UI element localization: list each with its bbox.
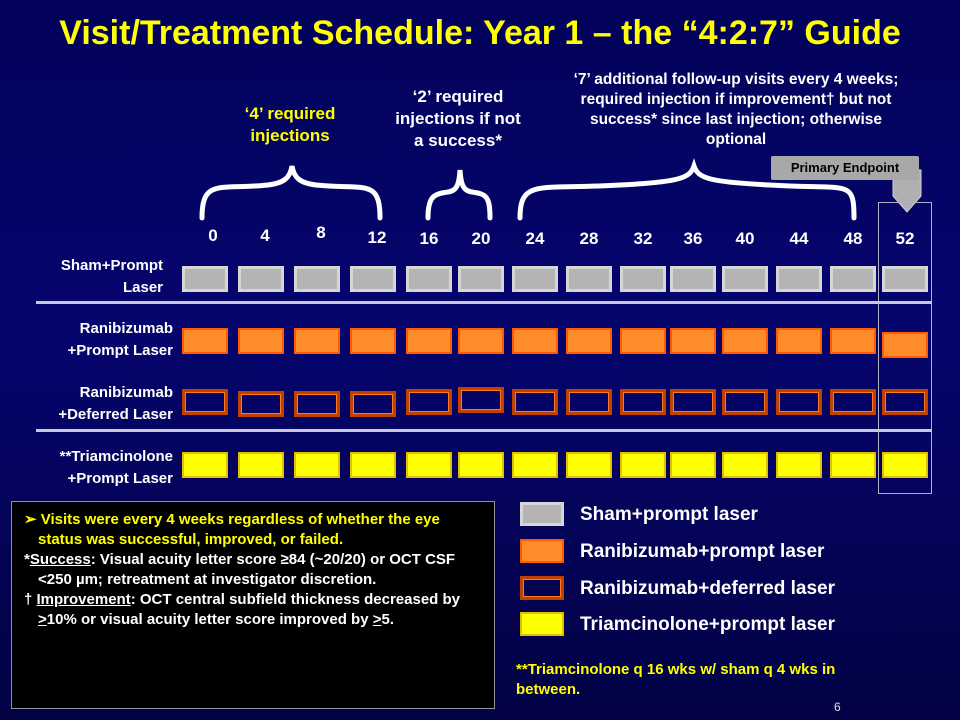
visit-cell-rpl-week-48 bbox=[830, 328, 876, 354]
visit-cell-rdl-week-48 bbox=[830, 389, 876, 415]
week-label-4: 4 bbox=[260, 226, 270, 245]
visit-cell-tpl-week-44 bbox=[776, 452, 822, 478]
group-label-line: injections if not bbox=[395, 109, 521, 128]
group-label-line: ‘7’ additional follow-up visits every 4 weeks; bbox=[573, 71, 899, 88]
group-label-line: ‘4’ required bbox=[244, 104, 336, 123]
week-label-20: 20 bbox=[471, 229, 491, 248]
visit-cell-tpl-week-12 bbox=[350, 452, 396, 478]
week-label-40: 40 bbox=[735, 229, 755, 248]
arrow-bullet-icon: ➢ bbox=[24, 511, 37, 528]
group-label-line: ‘2’ required bbox=[412, 87, 504, 106]
row-label-line: +Deferred Laser bbox=[58, 406, 173, 423]
visit-cell-sham-week-16 bbox=[406, 266, 452, 292]
note-success bbox=[24, 550, 482, 590]
visit-cell-sham-week-4 bbox=[238, 266, 284, 292]
note-text: 5. bbox=[381, 611, 395, 628]
visit-cell-tpl-week-32 bbox=[620, 452, 666, 478]
visit-cell-rdl-week-40 bbox=[722, 389, 768, 415]
week-label-8: 8 bbox=[316, 223, 326, 242]
week-label-28: 28 bbox=[579, 229, 599, 248]
visit-cell-rdl-week-44 bbox=[776, 389, 822, 415]
visit-cell-rdl-week-16 bbox=[406, 389, 452, 415]
visit-cell-sham-week-12 bbox=[350, 266, 396, 292]
visit-cell-rpl-week-40 bbox=[722, 328, 768, 354]
visit-cell-sham-week-36 bbox=[670, 266, 716, 292]
separator-line bbox=[36, 301, 932, 304]
legend-swatch-rpl bbox=[520, 539, 564, 563]
visit-cell-tpl-week-8 bbox=[294, 452, 340, 478]
row-label-sham bbox=[10, 255, 163, 299]
group-label-line: injections bbox=[250, 126, 330, 145]
week-label-52: 52 bbox=[895, 229, 915, 248]
row-label-line: +Prompt Laser bbox=[67, 342, 173, 359]
visit-cell-rdl-week-24 bbox=[512, 389, 558, 415]
legend-label-tpl: Triamcinolone+prompt laser bbox=[580, 614, 835, 635]
note-text: > bbox=[38, 611, 47, 628]
visit-cell-rdl-week-8 bbox=[294, 391, 340, 417]
slide-title: Visit/Treatment Schedule: Year 1 – the “4:2:7” Guide bbox=[59, 14, 901, 52]
visit-cell-rpl-week-24 bbox=[512, 328, 558, 354]
note-term: Success bbox=[29, 551, 91, 568]
group-label-line: success* since last injection; otherwise bbox=[589, 111, 883, 128]
note-text: > bbox=[372, 611, 382, 628]
visit-cell-tpl-week-24 bbox=[512, 452, 558, 478]
legend-swatch-rdl bbox=[520, 576, 564, 600]
note-text: Visits were every 4 weeks regardless of whether the eye status was successful, improved, or failed. bbox=[38, 511, 440, 548]
visit-cell-rpl-week-4 bbox=[238, 328, 284, 354]
brace-2-injections bbox=[428, 170, 490, 218]
visit-cell-rdl-week-32 bbox=[620, 389, 666, 415]
visit-cell-tpl-week-20 bbox=[458, 452, 504, 478]
row-label-line: +Prompt Laser bbox=[67, 470, 173, 487]
visit-cell-rpl-week-52 bbox=[882, 332, 928, 358]
visit-cell-rpl-week-44 bbox=[776, 328, 822, 354]
visit-cell-rdl-week-28 bbox=[566, 389, 612, 415]
note-marker: * bbox=[24, 551, 30, 568]
visit-cell-rpl-week-28 bbox=[566, 328, 612, 354]
page-number: 6 bbox=[834, 700, 841, 714]
visit-cell-sham-week-40 bbox=[722, 266, 768, 292]
row-label-line: Sham+Prompt bbox=[60, 257, 163, 274]
visit-cell-rpl-week-36 bbox=[670, 328, 716, 354]
week-label-12: 12 bbox=[367, 228, 387, 247]
note-term: Improvement bbox=[36, 591, 131, 608]
week-label-16: 16 bbox=[419, 229, 439, 248]
visit-cell-tpl-week-36 bbox=[670, 452, 716, 478]
visit-cell-tpl-week-52 bbox=[882, 452, 928, 478]
visit-cell-rpl-week-32 bbox=[620, 328, 666, 354]
brace-4-injections bbox=[202, 166, 380, 218]
separator-line bbox=[36, 429, 932, 432]
group-label-line: optional bbox=[705, 131, 767, 148]
note-marker: † bbox=[24, 591, 37, 608]
visit-cell-tpl-week-40 bbox=[722, 452, 768, 478]
visit-cell-sham-week-20 bbox=[458, 266, 504, 292]
row-label-line: **Triamcinolone bbox=[59, 448, 173, 465]
note-visits bbox=[24, 510, 482, 550]
note-text: : OCT central subfield thickness decreased by bbox=[130, 591, 460, 608]
row-label-line: Laser bbox=[122, 279, 163, 296]
visit-cell-sham-week-48 bbox=[830, 266, 876, 292]
note-text: : Visual acuity letter score ≥84 (~20/20) or OCT CSF <250 µm; retreatment at investigator discretion. bbox=[38, 551, 456, 588]
note-improvement bbox=[24, 590, 482, 630]
week-label-0: 0 bbox=[208, 226, 218, 245]
visit-cell-tpl-week-28 bbox=[566, 452, 612, 478]
visit-cell-sham-week-32 bbox=[620, 266, 666, 292]
week-label-36: 36 bbox=[683, 229, 703, 248]
row-label-line: Ranibizumab bbox=[79, 320, 173, 337]
week-label-48: 48 bbox=[843, 229, 863, 248]
visit-cell-rdl-week-52 bbox=[882, 389, 928, 415]
week-label-44: 44 bbox=[789, 229, 809, 248]
visit-cell-sham-week-24 bbox=[512, 266, 558, 292]
visit-cell-sham-week-44 bbox=[776, 266, 822, 292]
row-label-rdl bbox=[10, 382, 173, 426]
visit-cell-sham-week-28 bbox=[566, 266, 612, 292]
legend-swatch-sham bbox=[520, 502, 564, 526]
legend-label-rpl: Ranibizumab+prompt laser bbox=[580, 541, 825, 562]
visit-cell-rdl-week-20 bbox=[458, 387, 504, 413]
row-label-rpl bbox=[10, 318, 173, 362]
visit-cell-rdl-week-36 bbox=[670, 389, 716, 415]
group-label-line: required injection if improvement† but not bbox=[580, 91, 892, 108]
week-label-24: 24 bbox=[525, 229, 545, 248]
primary-endpoint-label: Primary Endpoint bbox=[771, 156, 919, 180]
visit-cell-rdl-week-0 bbox=[182, 389, 228, 415]
visit-cell-rpl-week-20 bbox=[458, 328, 504, 354]
visit-cell-rpl-week-8 bbox=[294, 328, 340, 354]
week-label-32: 32 bbox=[633, 229, 653, 248]
visit-cell-tpl-week-4 bbox=[238, 452, 284, 478]
visit-cell-rpl-week-0 bbox=[182, 328, 228, 354]
legend-swatch-tpl bbox=[520, 612, 564, 636]
visit-cell-rdl-week-4 bbox=[238, 391, 284, 417]
visit-cell-tpl-week-48 bbox=[830, 452, 876, 478]
visit-cell-rpl-week-12 bbox=[350, 328, 396, 354]
visit-cell-sham-week-52 bbox=[882, 266, 928, 292]
visit-cell-sham-week-8 bbox=[294, 266, 340, 292]
note-text: 10% or visual acuity letter score improved by bbox=[46, 611, 373, 628]
visit-cell-rdl-week-12 bbox=[350, 391, 396, 417]
group-label-line: a success* bbox=[414, 131, 502, 150]
row-label-tpl bbox=[10, 446, 173, 490]
visit-cell-rpl-week-16 bbox=[406, 328, 452, 354]
notes-box bbox=[11, 501, 495, 709]
row-label-line: Ranibizumab bbox=[79, 384, 173, 401]
visit-cell-tpl-week-16 bbox=[406, 452, 452, 478]
visit-cell-tpl-week-0 bbox=[182, 452, 228, 478]
legend-label-rdl: Ranibizumab+deferred laser bbox=[580, 578, 836, 599]
legend-label-sham: Sham+prompt laser bbox=[580, 504, 758, 525]
triamcinolone-footnote: **Triamcinolone q 16 wks w/ sham q 4 wks in between. bbox=[516, 661, 836, 698]
visit-cell-sham-week-0 bbox=[182, 266, 228, 292]
